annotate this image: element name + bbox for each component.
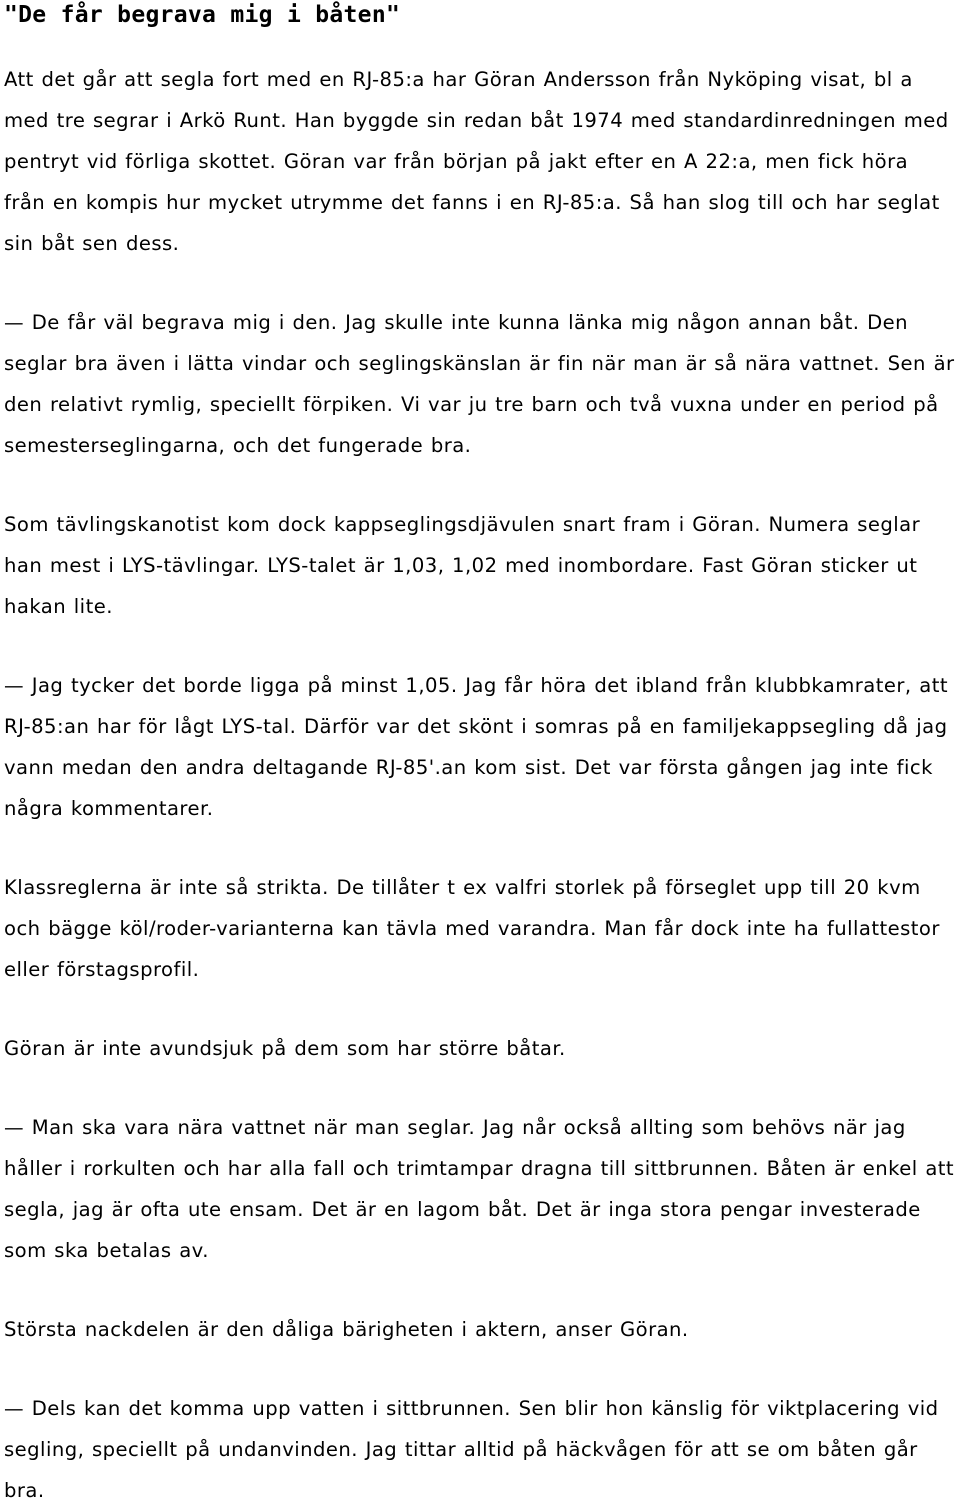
paragraph-quote-lys: — Jag tycker det borde ligga på minst 1,05. Jag får höra det ibland från klubbkamrater, att RJ-85:an har för lågt LYS-tal. Därför var det skönt i somras på en familjekappsegling då jag vann medan den andra deltagande RJ-85'.an kom sist. Det var första gången jag inte fick några kommentarer.: [4, 674, 948, 820]
paragraph-quote-vattnet: — Man ska vara nära vattnet när man seglar. Jag når också allting som behövs när jag håller i rorkulten och har alla fall och trimtampar dragna till sittbrunnen. Båten är enkel att segla, jag är ofta ute ensam. Det är en lagom båt. Det är inga stora pengar investerade som ska betalas av.: [4, 1116, 955, 1262]
paragraph-tavling: Som tävlingskanotist kom dock kappseglingsdjävulen snart fram i Göran. Numera seglar han mest i LYS-tävlingar. LYS-talet är 1,03, 1,02 med inombordare. Fast Göran sticker ut hakan lite.: [4, 513, 921, 618]
paragraph-quote-sittbrunnen: — Dels kan det komma upp vatten i sittbrunnen. Sen blir hon känslig för viktplacering vid segling, speciellt på undanvinden. Jag tittar alltid på häckvågen för att se om båten går bra.: [4, 1397, 939, 1502]
spacer: [4, 30, 956, 59]
spacer: [4, 264, 956, 302]
article: [4, 0, 956, 1511]
paragraph-intro: Att det går att segla fort med en RJ-85:a har Göran Andersson från Nyköping visat, bl a med tre segrar i Arkö Runt. Han byggde sin redan båt 1974 med standardinredningen med pentryt vid förliga skottet. Göran var från början på jakt efter en A 22:a, men fick höra från en kompis hur mycket utrymme det fanns i en RJ-85:a. Så han slog till och har seglat sin båt sen dess.: [4, 68, 949, 255]
paragraph-quote-begrava: — De får väl begrava mig i den. Jag skulle inte kunna länka mig någon annan båt. Den seglar bra även i lätta vindar och seglingskänslan är fin när man är så nära vattnet. Sen är den relativt rymlig, speciellt förpiken. Vi var ju tre barn och två vuxna under en period på semesterseglingarna, och det fungerade bra.: [4, 311, 955, 457]
spacer: [4, 627, 956, 665]
paragraph-avundsjuk: Göran är inte avundsjuk på dem som har större båtar.: [4, 1037, 566, 1060]
spacer: [4, 1350, 956, 1388]
spacer: [4, 829, 956, 867]
spacer: [4, 1271, 956, 1309]
spacer: [4, 1069, 956, 1107]
spacer: [4, 466, 956, 504]
article-title: "De får begrava mig i båten": [4, 2, 401, 28]
paragraph-klassregler: Klassreglerna är inte så strikta. De tillåter t ex valfri storlek på förseglet upp till 20 kvm och bägge köl/roder-varianterna kan tävla med varandra. Man får dock inte ha fullattestor eller förstagsprofil.: [4, 876, 940, 981]
paragraph-nackdel: Största nackdelen är den dåliga bärigheten i aktern, anser Göran.: [4, 1318, 689, 1341]
spacer: [4, 990, 956, 1028]
